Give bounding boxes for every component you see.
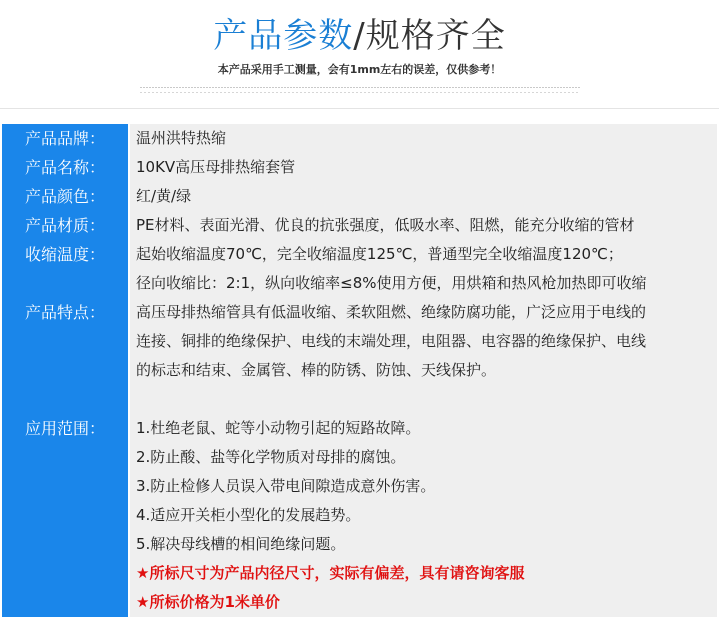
table-row <box>2 588 717 617</box>
title-part-1: 产品参数 <box>213 16 354 56</box>
table-row <box>2 530 717 559</box>
row-value <box>130 269 717 298</box>
row-value-text: 温州洪特热缩 <box>136 129 227 147</box>
row-label <box>2 530 128 559</box>
row-value <box>130 385 717 414</box>
row-value <box>130 211 717 240</box>
row-label <box>2 385 128 414</box>
row-value-text: 4.适应开关柜小型化的发展趋势。 <box>136 506 361 524</box>
row-value-text: 连接、铜排的绝缘保护、电线的末端处理，电阻器、电容器的绝缘保护、电线 <box>136 332 647 350</box>
row-value <box>130 327 717 356</box>
table-row <box>2 240 717 269</box>
notice-text: ★所标尺寸为产品内径尺寸，实际有偏差，具有请咨询客服 <box>136 564 525 582</box>
row-label <box>2 559 128 588</box>
row-value <box>130 182 717 211</box>
table-row <box>2 385 717 414</box>
notice-text: ★所标价格为1米单价 <box>136 593 280 611</box>
decorative-line <box>140 87 580 88</box>
row-label: 产品颜色： <box>2 182 128 211</box>
row-label: 产品品牌： <box>2 124 128 153</box>
table-row <box>2 356 717 385</box>
row-value-text: 5.解决母线槽的相间绝缘问题。 <box>136 535 346 553</box>
table-row <box>2 124 717 153</box>
row-value <box>130 530 717 559</box>
row-value <box>130 501 717 530</box>
decorative-line <box>140 92 580 93</box>
table-row <box>2 298 717 327</box>
row-label: 收缩温度： <box>2 240 128 269</box>
row-label <box>2 269 128 298</box>
row-label <box>2 356 128 385</box>
row-value-text: 高压母排热缩管具有低温收缩、柔软阻燃、绝缘防腐功能，广泛应用于电线的 <box>136 303 647 321</box>
row-value-text <box>130 390 136 408</box>
row-label <box>2 588 128 617</box>
table-row <box>2 501 717 530</box>
row-value-text: 红/黄/绿 <box>136 187 192 205</box>
row-label: 应用范围： <box>2 414 128 443</box>
row-label <box>2 443 128 472</box>
row-value-text: 径向收缩比：2:1，纵向收缩率≤8%使用方便，用烘箱和热风枪加热即可收缩 <box>136 274 647 292</box>
header <box>0 0 719 120</box>
row-value-text: 的标志和结束、金属管、棒的防锈、防蚀、天线保护。 <box>136 361 497 379</box>
row-value <box>130 298 717 327</box>
divider <box>0 108 719 109</box>
row-value-text: 1.杜绝老鼠、蛇等小动物引起的短路故障。 <box>136 419 421 437</box>
row-label <box>2 327 128 356</box>
table-row <box>2 211 717 240</box>
table-row <box>2 559 717 588</box>
row-value <box>130 559 717 588</box>
row-value <box>130 124 717 153</box>
page-title <box>0 14 719 58</box>
row-value-text: PE材料、表面光滑、优良的抗张强度，低吸水率、阻燃，能充分收缩的管材 <box>136 216 635 234</box>
row-value-text: 3.防止检修人员误入带电间隙造成意外伤害。 <box>136 477 436 495</box>
row-value <box>130 153 717 182</box>
table-row <box>2 153 717 182</box>
row-value <box>130 443 717 472</box>
table-row <box>2 182 717 211</box>
row-value-text: 2.防止酸、盐等化学物质对母排的腐蚀。 <box>136 448 406 466</box>
row-label <box>2 501 128 530</box>
table-row <box>2 327 717 356</box>
subtitle: 本产品采用手工测量，会有1mm左右的误差，仅供参考！ <box>217 63 502 76</box>
table-row <box>2 472 717 501</box>
row-label <box>2 472 128 501</box>
row-value <box>130 356 717 385</box>
row-value <box>130 588 717 617</box>
row-label: 产品名称： <box>2 153 128 182</box>
table-row <box>2 414 717 443</box>
row-label: 产品特点： <box>2 298 128 327</box>
row-value <box>130 472 717 501</box>
row-label: 产品材质： <box>2 211 128 240</box>
table-row <box>2 443 717 472</box>
row-value-text: 10KV高压母排热缩套管 <box>136 158 296 176</box>
row-value <box>130 414 717 443</box>
row-value <box>130 240 717 269</box>
table-row <box>2 269 717 298</box>
title-part-2: /规格齐全 <box>353 16 506 56</box>
row-value-text: 起始收缩温度70℃，完全收缩温度125℃，普通型完全收缩温度120℃； <box>136 245 623 263</box>
spec-table <box>2 124 717 618</box>
